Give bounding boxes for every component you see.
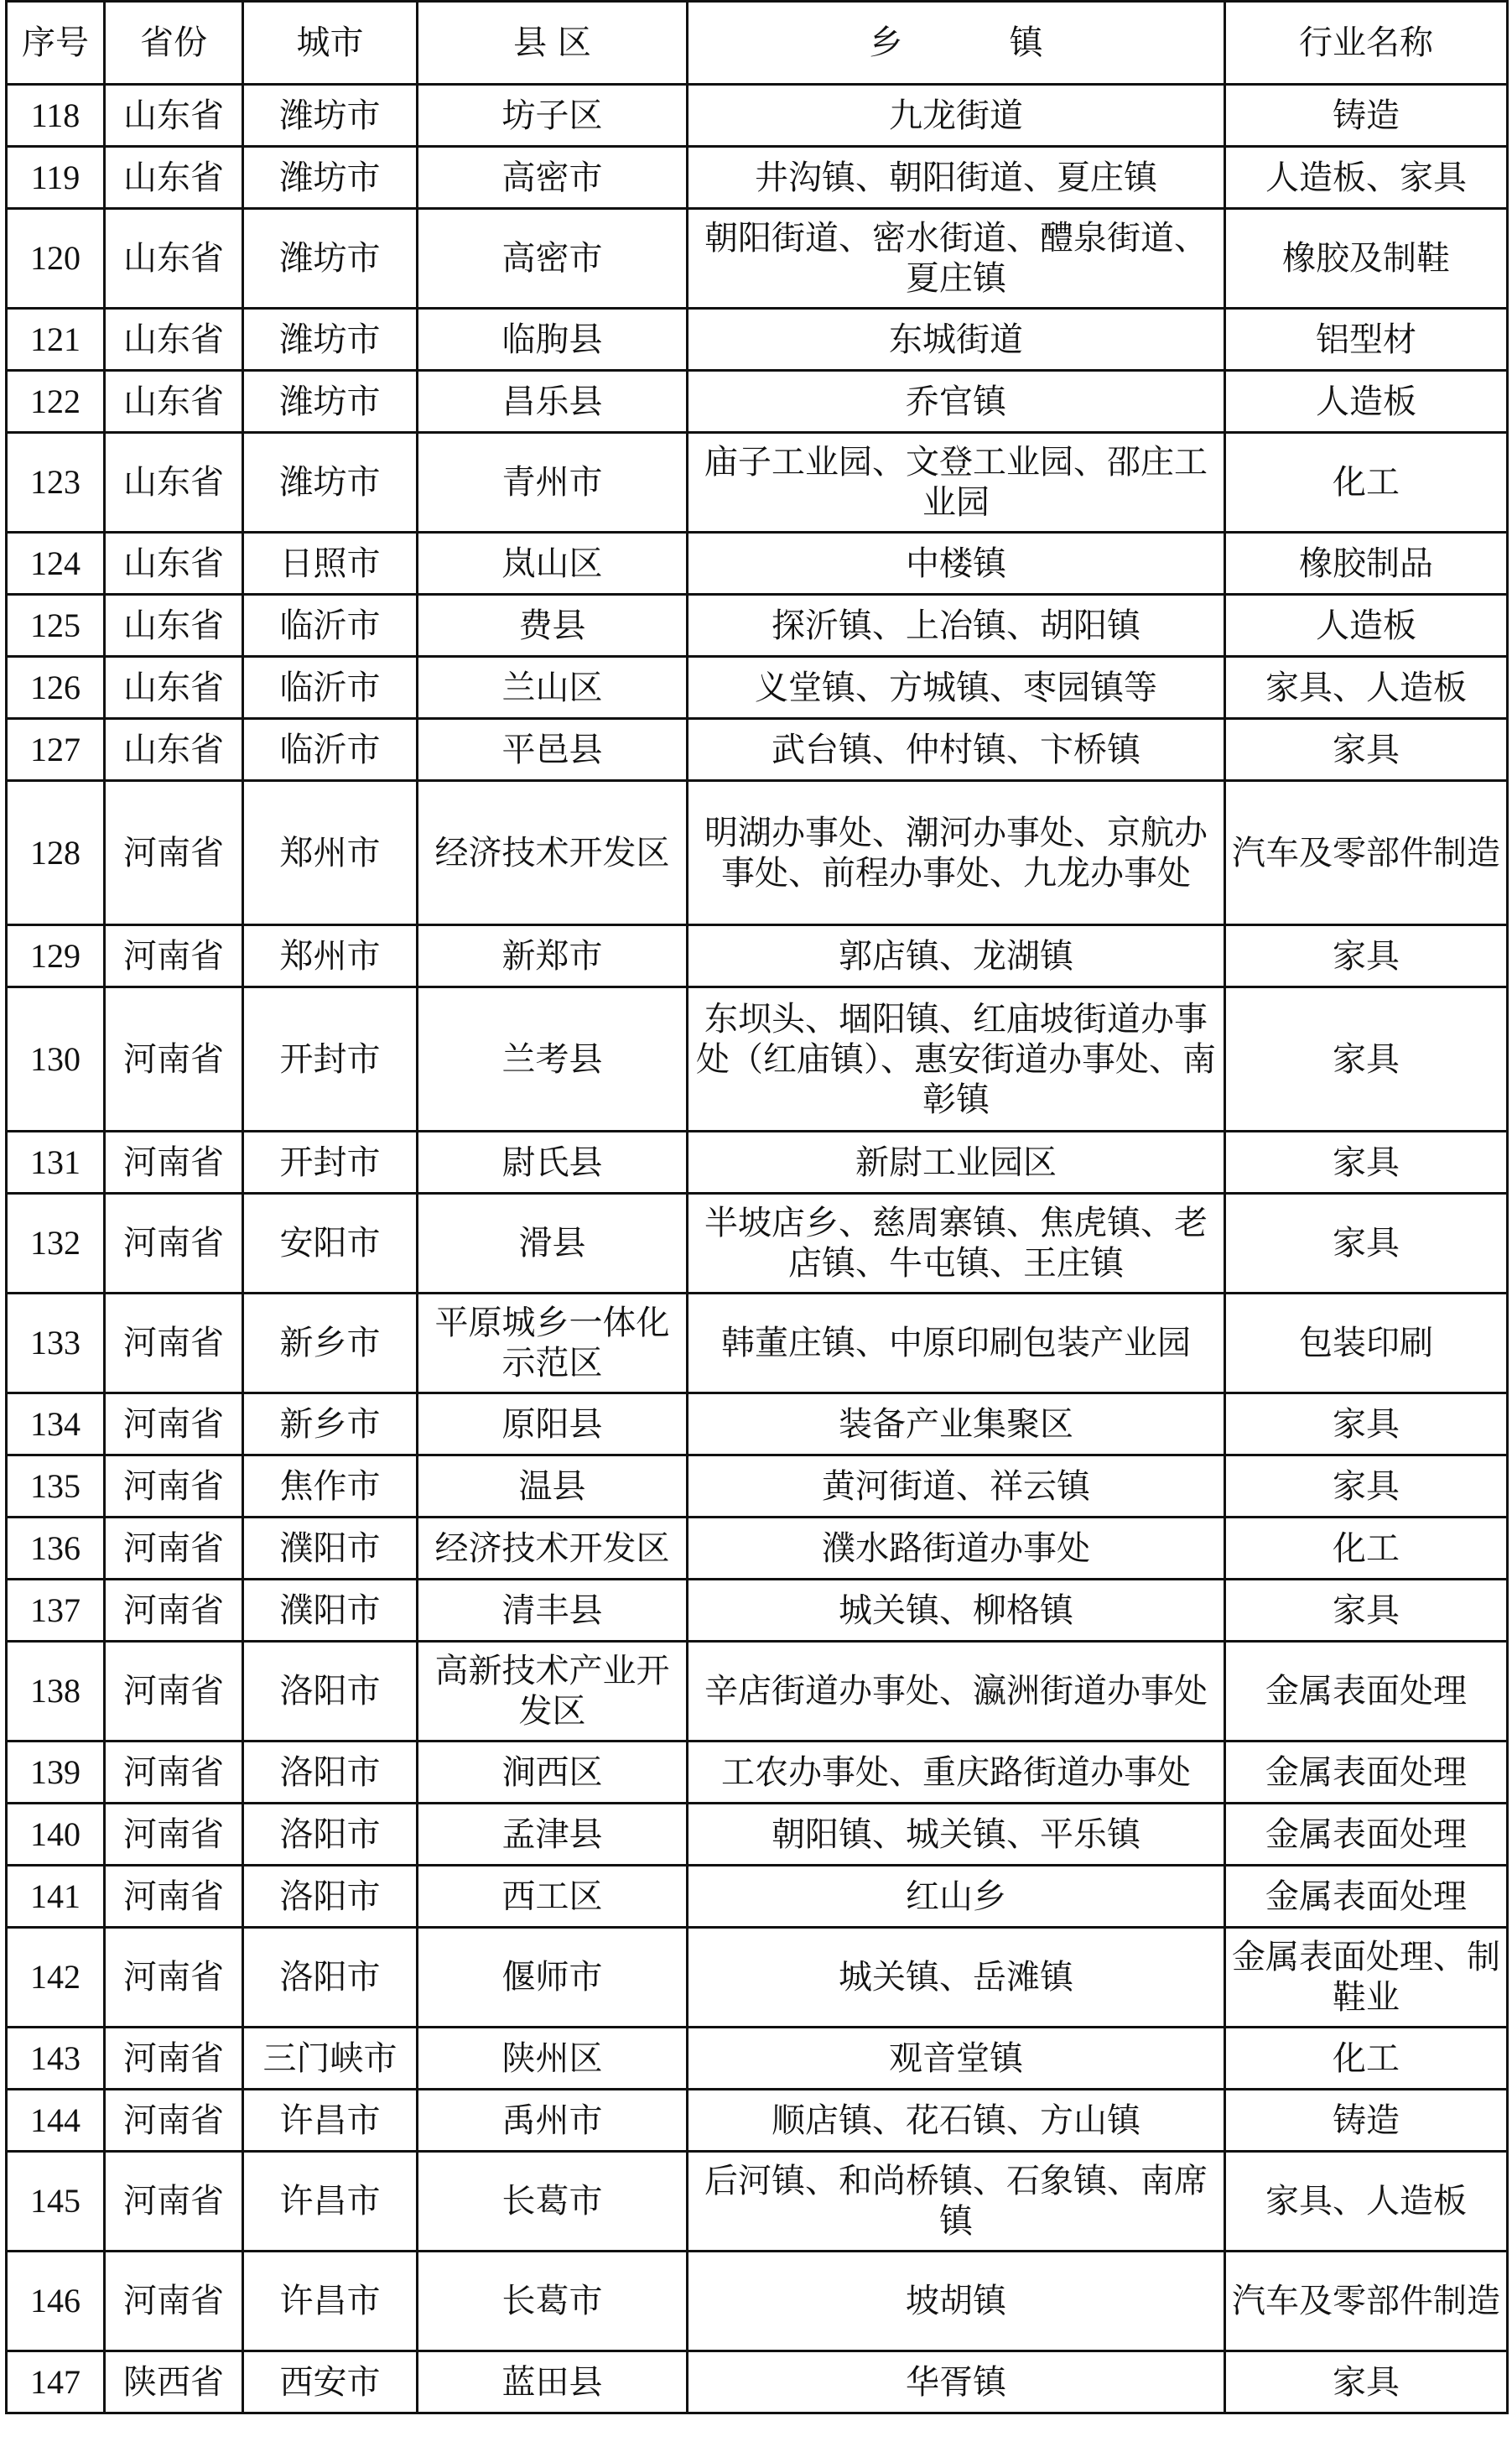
cell-city: 潍坊市 (243, 309, 418, 371)
cell-province: 河南省 (105, 1642, 243, 1742)
cell-province: 河南省 (105, 1580, 243, 1642)
cell-town: 坡胡镇 (688, 2252, 1225, 2351)
table-row (7, 1928, 1508, 2028)
cell-serial-number: 137 (7, 1580, 105, 1642)
cell-industry: 化工 (1225, 2028, 1508, 2090)
cell-city: 洛阳市 (243, 1866, 418, 1928)
cell-serial-number: 139 (7, 1742, 105, 1804)
cell-serial-number: 146 (7, 2252, 105, 2351)
cell-province: 河南省 (105, 1518, 243, 1580)
cell-industry: 铝型材 (1225, 309, 1508, 371)
cell-serial-number: 122 (7, 371, 105, 433)
cell-town: 庙子工业园、文登工业园、邵庄工业园 (688, 433, 1225, 533)
cell-town: 明湖办事处、潮河办事处、京航办事处、前程办事处、九龙办事处 (688, 781, 1225, 925)
cell-province: 河南省 (105, 1866, 243, 1928)
cell-province: 河南省 (105, 1928, 243, 2028)
cell-province: 山东省 (105, 719, 243, 781)
cell-province: 河南省 (105, 2152, 243, 2252)
cell-district: 昌乐县 (418, 371, 688, 433)
cell-province: 河南省 (105, 2252, 243, 2351)
cell-town: 城关镇、岳滩镇 (688, 1928, 1225, 2028)
cell-district: 偃师市 (418, 1928, 688, 2028)
cell-district: 滑县 (418, 1194, 688, 1294)
cell-serial-number: 130 (7, 987, 105, 1132)
cell-serial-number: 142 (7, 1928, 105, 2028)
cell-district: 岚山区 (418, 533, 688, 595)
cell-serial-number: 140 (7, 1804, 105, 1866)
table-row (7, 147, 1508, 209)
cell-town: 红山乡 (688, 1866, 1225, 1928)
cell-province: 河南省 (105, 925, 243, 987)
cell-city: 西安市 (243, 2351, 418, 2413)
cell-city: 开封市 (243, 987, 418, 1132)
cell-city: 洛阳市 (243, 1642, 418, 1742)
cell-city: 许昌市 (243, 2252, 418, 2351)
cell-town: 半坡店乡、慈周寨镇、焦虎镇、老店镇、牛屯镇、王庄镇 (688, 1194, 1225, 1294)
cell-city: 新乡市 (243, 1393, 418, 1455)
cell-industry: 人造板 (1225, 595, 1508, 657)
cell-town: 后河镇、和尚桥镇、石象镇、南席镇 (688, 2152, 1225, 2252)
cell-province: 山东省 (105, 147, 243, 209)
cell-district: 高密市 (418, 209, 688, 309)
cell-city: 焦作市 (243, 1455, 418, 1518)
table-body (7, 85, 1508, 2413)
cell-province: 河南省 (105, 781, 243, 925)
cell-industry: 家具 (1225, 1580, 1508, 1642)
cell-district: 长葛市 (418, 2152, 688, 2252)
table-row (7, 595, 1508, 657)
industry-cluster-table (5, 0, 1509, 2414)
cell-serial-number: 125 (7, 595, 105, 657)
cell-province: 山东省 (105, 309, 243, 371)
cell-city: 临沂市 (243, 657, 418, 719)
cell-industry: 化工 (1225, 433, 1508, 533)
cell-district: 平邑县 (418, 719, 688, 781)
cell-serial-number: 129 (7, 925, 105, 987)
cell-town: 中楼镇 (688, 533, 1225, 595)
cell-town: 朝阳街道、密水街道、醴泉街道、夏庄镇 (688, 209, 1225, 309)
cell-town: 义堂镇、方城镇、枣园镇等 (688, 657, 1225, 719)
cell-city: 洛阳市 (243, 1742, 418, 1804)
table-row (7, 371, 1508, 433)
table-row (7, 657, 1508, 719)
cell-district: 新郑市 (418, 925, 688, 987)
cell-province: 河南省 (105, 1294, 243, 1393)
cell-industry: 汽车及零部件制造 (1225, 2252, 1508, 2351)
table-row (7, 2028, 1508, 2090)
cell-city: 许昌市 (243, 2152, 418, 2252)
cell-district: 涧西区 (418, 1742, 688, 1804)
cell-city: 郑州市 (243, 781, 418, 925)
header-district: 县 区 (418, 2, 688, 85)
cell-city: 许昌市 (243, 2090, 418, 2152)
header-town: 乡 镇 (688, 2, 1225, 85)
cell-serial-number: 141 (7, 1866, 105, 1928)
cell-town: 城关镇、柳格镇 (688, 1580, 1225, 1642)
cell-industry: 包装印刷 (1225, 1294, 1508, 1393)
cell-province: 河南省 (105, 987, 243, 1132)
cell-serial-number: 133 (7, 1294, 105, 1393)
cell-town: 东坝头、堌阳镇、红庙坡街道办事处（红庙镇）、惠安街道办事处、南彰镇 (688, 987, 1225, 1132)
cell-industry: 家具 (1225, 1194, 1508, 1294)
cell-district: 长葛市 (418, 2252, 688, 2351)
cell-city: 临沂市 (243, 595, 418, 657)
table-row (7, 781, 1508, 925)
cell-district: 高新技术产业开发区 (418, 1642, 688, 1742)
table-row (7, 925, 1508, 987)
header-serial-number: 序号 (7, 2, 105, 85)
cell-industry: 金属表面处理、制鞋业 (1225, 1928, 1508, 2028)
table-row (7, 987, 1508, 1132)
table-row (7, 2351, 1508, 2413)
table-row (7, 1518, 1508, 1580)
header-row (7, 2, 1508, 85)
table-row (7, 1194, 1508, 1294)
cell-district: 温县 (418, 1455, 688, 1518)
cell-serial-number: 128 (7, 781, 105, 925)
cell-city: 新乡市 (243, 1294, 418, 1393)
cell-province: 河南省 (105, 2090, 243, 2152)
cell-serial-number: 144 (7, 2090, 105, 2152)
cell-town: 朝阳镇、城关镇、平乐镇 (688, 1804, 1225, 1866)
cell-industry: 家具 (1225, 925, 1508, 987)
header-industry: 行业名称 (1225, 2, 1508, 85)
cell-province: 山东省 (105, 371, 243, 433)
cell-city: 洛阳市 (243, 1928, 418, 2028)
cell-town: 顺店镇、花石镇、方山镇 (688, 2090, 1225, 2152)
cell-serial-number: 145 (7, 2152, 105, 2252)
cell-serial-number: 119 (7, 147, 105, 209)
cell-industry: 家具、人造板 (1225, 2152, 1508, 2252)
cell-town: 工农办事处、重庆路街道办事处 (688, 1742, 1225, 1804)
cell-province: 陕西省 (105, 2351, 243, 2413)
cell-city: 潍坊市 (243, 147, 418, 209)
table-row (7, 719, 1508, 781)
cell-serial-number: 135 (7, 1455, 105, 1518)
cell-industry: 汽车及零部件制造 (1225, 781, 1508, 925)
table-row (7, 1866, 1508, 1928)
table-row (7, 1393, 1508, 1455)
table-row (7, 1455, 1508, 1518)
cell-serial-number: 126 (7, 657, 105, 719)
cell-district: 经济技术开发区 (418, 1518, 688, 1580)
cell-province: 山东省 (105, 657, 243, 719)
cell-serial-number: 121 (7, 309, 105, 371)
table-row (7, 533, 1508, 595)
cell-serial-number: 131 (7, 1132, 105, 1194)
table-row (7, 1642, 1508, 1742)
cell-province: 河南省 (105, 1393, 243, 1455)
cell-industry: 家具 (1225, 719, 1508, 781)
cell-city: 濮阳市 (243, 1518, 418, 1580)
cell-city: 开封市 (243, 1132, 418, 1194)
cell-district: 尉氏县 (418, 1132, 688, 1194)
cell-province: 河南省 (105, 1194, 243, 1294)
cell-district: 原阳县 (418, 1393, 688, 1455)
cell-district: 坊子区 (418, 85, 688, 147)
cell-district: 陕州区 (418, 2028, 688, 2090)
cell-district: 兰考县 (418, 987, 688, 1132)
cell-industry: 橡胶制品 (1225, 533, 1508, 595)
table-row (7, 1804, 1508, 1866)
table-row (7, 1132, 1508, 1194)
cell-province: 山东省 (105, 85, 243, 147)
cell-town: 濮水路街道办事处 (688, 1518, 1225, 1580)
cell-serial-number: 123 (7, 433, 105, 533)
cell-industry: 橡胶及制鞋 (1225, 209, 1508, 309)
cell-district: 清丰县 (418, 1580, 688, 1642)
cell-district: 费县 (418, 595, 688, 657)
cell-town: 观音堂镇 (688, 2028, 1225, 2090)
table-row (7, 209, 1508, 309)
cell-serial-number: 120 (7, 209, 105, 309)
cell-city: 临沂市 (243, 719, 418, 781)
cell-town: 探沂镇、上冶镇、胡阳镇 (688, 595, 1225, 657)
cell-district: 临朐县 (418, 309, 688, 371)
cell-industry: 金属表面处理 (1225, 1742, 1508, 1804)
cell-serial-number: 118 (7, 85, 105, 147)
cell-city: 郑州市 (243, 925, 418, 987)
cell-industry: 金属表面处理 (1225, 1642, 1508, 1742)
cell-province: 河南省 (105, 1804, 243, 1866)
cell-district: 兰山区 (418, 657, 688, 719)
cell-town: 黄河街道、祥云镇 (688, 1455, 1225, 1518)
cell-city: 潍坊市 (243, 433, 418, 533)
table-row (7, 2152, 1508, 2252)
cell-serial-number: 132 (7, 1194, 105, 1294)
cell-district: 经济技术开发区 (418, 781, 688, 925)
cell-industry: 铸造 (1225, 2090, 1508, 2152)
table-row (7, 2252, 1508, 2351)
cell-industry: 家具 (1225, 1132, 1508, 1194)
table-row (7, 309, 1508, 371)
cell-town: 装备产业集聚区 (688, 1393, 1225, 1455)
cell-district: 平原城乡一体化示范区 (418, 1294, 688, 1393)
cell-town: 辛店街道办事处、瀛洲街道办事处 (688, 1642, 1225, 1742)
cell-city: 日照市 (243, 533, 418, 595)
table-row (7, 1742, 1508, 1804)
cell-serial-number: 127 (7, 719, 105, 781)
table-header (7, 2, 1508, 85)
table-row (7, 1580, 1508, 1642)
cell-district: 蓝田县 (418, 2351, 688, 2413)
cell-city: 濮阳市 (243, 1580, 418, 1642)
cell-district: 孟津县 (418, 1804, 688, 1866)
cell-industry: 金属表面处理 (1225, 1804, 1508, 1866)
cell-serial-number: 147 (7, 2351, 105, 2413)
cell-industry: 家具 (1225, 1393, 1508, 1455)
cell-serial-number: 143 (7, 2028, 105, 2090)
cell-district: 青州市 (418, 433, 688, 533)
cell-city: 潍坊市 (243, 209, 418, 309)
document-sheet (5, 0, 1509, 2414)
cell-industry: 铸造 (1225, 85, 1508, 147)
table-row (7, 85, 1508, 147)
cell-industry: 家具 (1225, 1455, 1508, 1518)
cell-province: 山东省 (105, 533, 243, 595)
cell-city: 洛阳市 (243, 1804, 418, 1866)
cell-city: 潍坊市 (243, 85, 418, 147)
cell-town: 九龙街道 (688, 85, 1225, 147)
cell-province: 山东省 (105, 433, 243, 533)
cell-town: 乔官镇 (688, 371, 1225, 433)
table-row (7, 1294, 1508, 1393)
cell-serial-number: 138 (7, 1642, 105, 1742)
cell-serial-number: 136 (7, 1518, 105, 1580)
cell-town: 郭店镇、龙湖镇 (688, 925, 1225, 987)
cell-province: 河南省 (105, 2028, 243, 2090)
cell-province: 河南省 (105, 1742, 243, 1804)
cell-industry: 家具 (1225, 2351, 1508, 2413)
header-city: 城市 (243, 2, 418, 85)
cell-serial-number: 134 (7, 1393, 105, 1455)
cell-industry: 化工 (1225, 1518, 1508, 1580)
cell-city: 安阳市 (243, 1194, 418, 1294)
cell-town: 新尉工业园区 (688, 1132, 1225, 1194)
header-province: 省份 (105, 2, 243, 85)
cell-industry: 人造板、家具 (1225, 147, 1508, 209)
cell-district: 西工区 (418, 1866, 688, 1928)
table-row (7, 2090, 1508, 2152)
cell-industry: 金属表面处理 (1225, 1866, 1508, 1928)
table-row (7, 433, 1508, 533)
cell-industry: 家具 (1225, 987, 1508, 1132)
cell-town: 华胥镇 (688, 2351, 1225, 2413)
cell-industry: 家具、人造板 (1225, 657, 1508, 719)
cell-town: 东城街道 (688, 309, 1225, 371)
cell-district: 禹州市 (418, 2090, 688, 2152)
cell-industry: 人造板 (1225, 371, 1508, 433)
cell-city: 三门峡市 (243, 2028, 418, 2090)
cell-serial-number: 124 (7, 533, 105, 595)
cell-province: 河南省 (105, 1132, 243, 1194)
cell-town: 武台镇、仲村镇、卞桥镇 (688, 719, 1225, 781)
cell-city: 潍坊市 (243, 371, 418, 433)
cell-town: 韩董庄镇、中原印刷包装产业园 (688, 1294, 1225, 1393)
cell-province: 山东省 (105, 209, 243, 309)
cell-province: 河南省 (105, 1455, 243, 1518)
cell-district: 高密市 (418, 147, 688, 209)
cell-province: 山东省 (105, 595, 243, 657)
cell-town: 井沟镇、朝阳街道、夏庄镇 (688, 147, 1225, 209)
